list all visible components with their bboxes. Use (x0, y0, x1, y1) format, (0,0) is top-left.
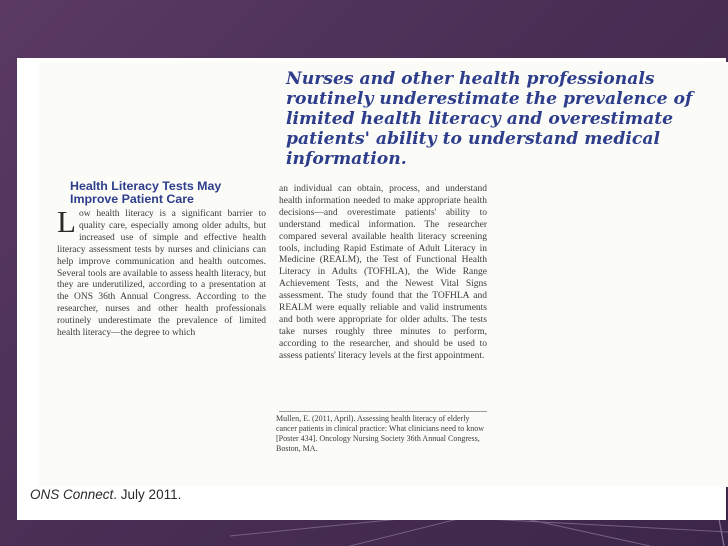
caption-source: ONS Connect (30, 487, 114, 502)
slide-caption (30, 487, 181, 502)
newspaper-clipping (38, 62, 728, 487)
article-left-column (57, 204, 266, 340)
reference-divider (279, 411, 487, 412)
article-reference: Mullen, E. (2011, April). Assessing health literacy of elderly cancer patients in clinical practice: What clinicians need to know [Poster 434]. Oncology Nursing Society 36th Annual Congress, Boston, MA. (276, 414, 484, 453)
article-title: Health Literacy Tests May Improve Patient Care (70, 179, 222, 206)
left-column-text: ow health literacy is a significant barrier to quality care, especially among older adults, but increased use of simple and effective health literacy assessment tests by nurses and clinicians can help improve communication and health outcomes. Several tools are available to assess health literacy, but they are underutilized, according to a presentation at the ONS 36th Annual Congress. According to the researcher, nurses and other health professionals routinely underestimate the prevalence of limited health literacy—the degree to which (57, 209, 266, 339)
article-right-column: an individual can obtain, process, and understand health information needed to make appropriate health decisions—and overestimate patients' ability to understand medical information. The researcher compared several available health literacy screening tools, including Rapid Estimate of Adult Literacy in Medicine (REALM), the Test of Functional Health Literacy in Adults (TOFHLA), the Wide Range Achievement Tests, and the Newest Vital Signs assessment. The study found that the TOFHLA and REALM were equally reliable and valid instruments and both were appropriate for older adults. The tests take nurses roughly three minutes to perform, according to the researcher, and should be used to assess patients' literacy levels at the first appointment. (279, 184, 487, 361)
drop-cap: L (57, 204, 76, 239)
slide-content-panel (17, 58, 726, 520)
caption-date: . July 2011. (113, 487, 182, 502)
article-headline: Nurses and other health professionals routinely underestimate the prevalence of limited health literacy and overestimate patients' ability to understand medical information. (286, 69, 693, 169)
